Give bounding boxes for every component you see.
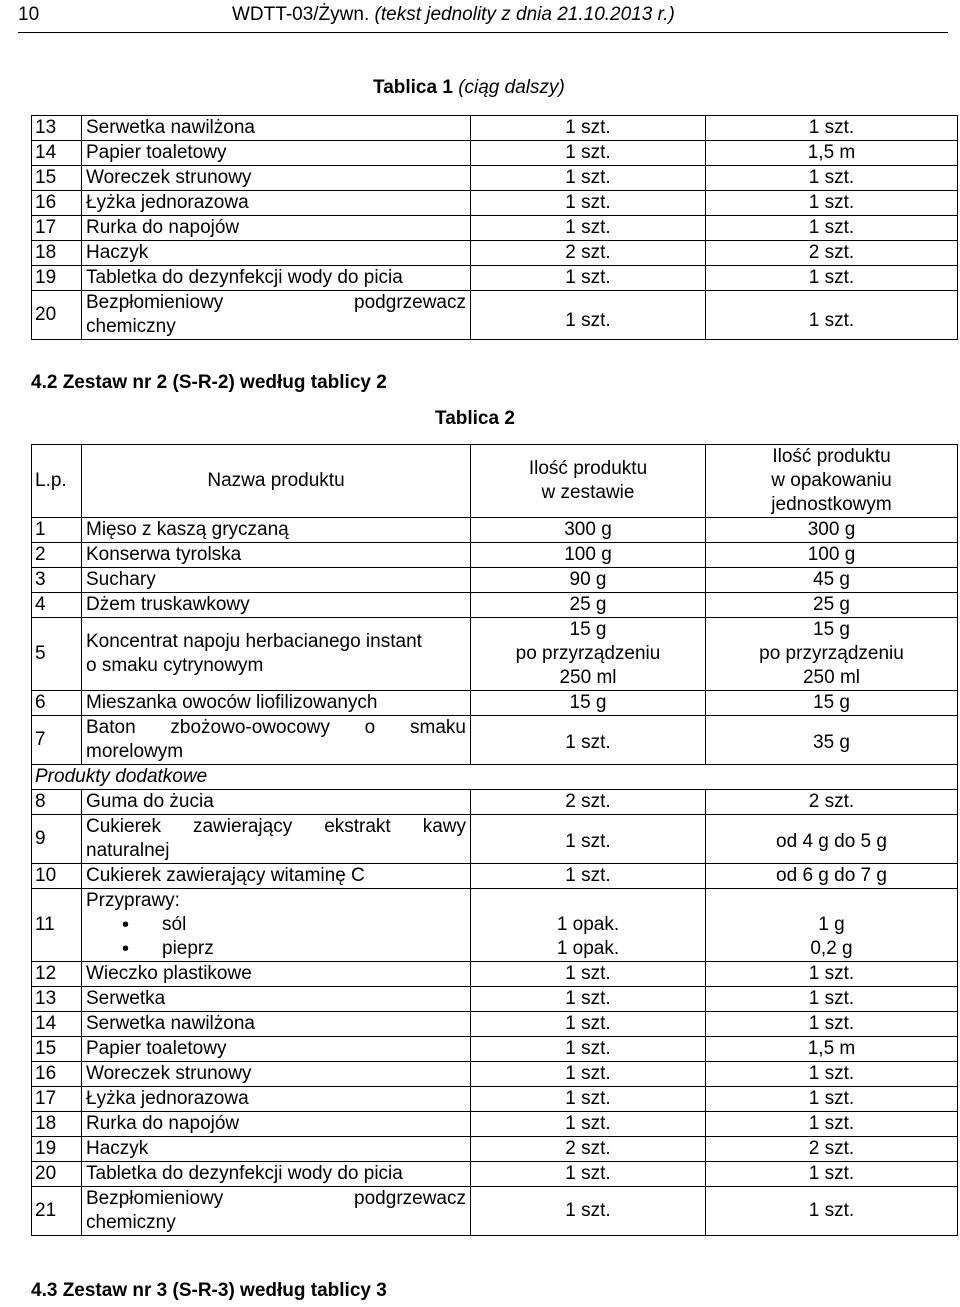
table-row bbox=[32, 864, 958, 889]
table-row bbox=[32, 141, 958, 166]
qty-pack-cell: 1 g 0,2 g bbox=[706, 889, 958, 962]
name-cell: Serwetka nawilżona bbox=[82, 116, 471, 141]
name-cell: Bezpłomieniowy podgrzewacz chemiczny bbox=[82, 291, 471, 340]
additional-products-label: Produkty dodatkowe bbox=[32, 765, 958, 790]
lp-cell: 8 bbox=[32, 790, 82, 815]
lp-cell: 11 bbox=[32, 889, 82, 962]
qty-set-cell: 25 g bbox=[471, 593, 706, 618]
qty-pack-cell: 1 szt. bbox=[706, 291, 958, 340]
header-name: Nazwa produktu bbox=[82, 445, 471, 518]
table-row bbox=[32, 291, 958, 340]
qty-set-cell: 15 g po przyrządzeniu 250 ml bbox=[471, 618, 706, 691]
qty-pack-cell: 1 szt. bbox=[706, 1087, 958, 1112]
lp-cell: 16 bbox=[32, 1062, 82, 1087]
table2-body-a bbox=[32, 518, 958, 618]
lp-cell: 21 bbox=[32, 1187, 82, 1236]
qty-pack-cell: 1 szt. bbox=[706, 266, 958, 291]
list-item: • sól bbox=[86, 913, 466, 937]
qty-set-cell: 1 szt. bbox=[471, 116, 706, 141]
qty-pack-cell: 1 szt. bbox=[706, 116, 958, 141]
qty-set-cell: 1 szt. bbox=[471, 166, 706, 191]
qty-set-cell: 1 szt. bbox=[471, 1112, 706, 1137]
lp-cell: 15 bbox=[32, 166, 82, 191]
table-row bbox=[32, 266, 958, 291]
qty-pack-cell: 45 g bbox=[706, 568, 958, 593]
name-cell: Haczyk bbox=[82, 1137, 471, 1162]
name-cell: Woreczek strunowy bbox=[82, 1062, 471, 1087]
table-row bbox=[32, 765, 958, 790]
table-row bbox=[32, 116, 958, 141]
lp-cell: 2 bbox=[32, 543, 82, 568]
table1-caption: Tablica 1 (ciąg dalszy) bbox=[373, 77, 565, 98]
table-row bbox=[32, 593, 958, 618]
table-row bbox=[32, 1062, 958, 1087]
qty-pack-cell: od 6 g do 7 g bbox=[706, 864, 958, 889]
qty-set-cell: 1 szt. bbox=[471, 1012, 706, 1037]
qty-pack-cell: 2 szt. bbox=[706, 790, 958, 815]
table-row bbox=[32, 1037, 958, 1062]
qty-pack-cell: 1 szt. bbox=[706, 1062, 958, 1087]
table-header-row bbox=[32, 445, 958, 518]
table-row bbox=[32, 962, 958, 987]
table-row bbox=[32, 1112, 958, 1137]
section-4-2-heading: 4.2 Zestaw nr 2 (S-R-2) według tablicy 2 bbox=[31, 372, 387, 393]
table-row bbox=[32, 1087, 958, 1112]
list-item: • pieprz bbox=[86, 937, 466, 961]
name-cell: Baton zbożowo-owocowy o smaku morelowym bbox=[82, 716, 471, 765]
lp-cell: 18 bbox=[32, 1112, 82, 1137]
qty-set-cell: 2 szt. bbox=[471, 1137, 706, 1162]
qty-set-cell: 1 szt. bbox=[471, 216, 706, 241]
table-row bbox=[32, 216, 958, 241]
qty-pack-cell: od 4 g do 5 g bbox=[706, 815, 958, 864]
qty-set-cell: 1 szt. bbox=[471, 962, 706, 987]
lp-cell: 1 bbox=[32, 518, 82, 543]
page-header bbox=[18, 2, 948, 33]
name-cell: Haczyk bbox=[82, 241, 471, 266]
name-cell: Serwetka nawilżona bbox=[82, 1012, 471, 1037]
qty-pack-cell: 300 g bbox=[706, 518, 958, 543]
name-cell: Łyżka jednorazowa bbox=[82, 191, 471, 216]
table-row bbox=[32, 518, 958, 543]
qty-set-cell: 1 szt. bbox=[471, 266, 706, 291]
name-cell: Konserwa tyrolska bbox=[82, 543, 471, 568]
table-row bbox=[32, 241, 958, 266]
name-cell: Rurka do napojów bbox=[82, 1112, 471, 1137]
table2-body-b bbox=[32, 962, 958, 1187]
lp-cell: 14 bbox=[32, 141, 82, 166]
name-cell: Guma do żucia bbox=[82, 790, 471, 815]
qty-set-cell: 1 szt. bbox=[471, 815, 706, 864]
name-cell: Serwetka bbox=[82, 987, 471, 1012]
table-row bbox=[32, 1012, 958, 1037]
table2-caption: Tablica 2 bbox=[435, 408, 515, 429]
lp-cell: 10 bbox=[32, 864, 82, 889]
lp-cell: 17 bbox=[32, 1087, 82, 1112]
name-cell: Mieszanka owoców liofilizowanych bbox=[82, 691, 471, 716]
qty-pack-cell: 2 szt. bbox=[706, 1137, 958, 1162]
name-cell: Cukierek zawierający ekstrakt kawy naturalnej bbox=[82, 815, 471, 864]
qty-pack-cell: 1,5 m bbox=[706, 1037, 958, 1062]
name-cell: Mięso z kaszą gryczaną bbox=[82, 518, 471, 543]
qty-set-cell: 100 g bbox=[471, 543, 706, 568]
table-row bbox=[32, 815, 958, 864]
qty-pack-cell: 1,5 m bbox=[706, 141, 958, 166]
qty-pack-cell: 35 g bbox=[706, 716, 958, 765]
table-row bbox=[32, 543, 958, 568]
qty-set-cell: 1 szt. bbox=[471, 1187, 706, 1236]
table-row bbox=[32, 191, 958, 216]
page-number: 10 bbox=[18, 4, 40, 25]
qty-pack-cell: 1 szt. bbox=[706, 1012, 958, 1037]
table-row bbox=[32, 790, 958, 815]
lp-cell: 3 bbox=[32, 568, 82, 593]
section-4-3-heading: 4.3 Zestaw nr 3 (S-R-3) według tablicy 3 bbox=[31, 1280, 387, 1301]
lp-cell: 4 bbox=[32, 593, 82, 618]
table-row bbox=[32, 987, 958, 1012]
qty-set-cell: 300 g bbox=[471, 518, 706, 543]
lp-cell: 15 bbox=[32, 1037, 82, 1062]
qty-pack-cell: 1 szt. bbox=[706, 216, 958, 241]
qty-pack-cell: 1 szt. bbox=[706, 1112, 958, 1137]
qty-pack-cell: 100 g bbox=[706, 543, 958, 568]
qty-set-cell: 2 szt. bbox=[471, 790, 706, 815]
qty-pack-cell: 1 szt. bbox=[706, 1187, 958, 1236]
qty-set-cell: 1 szt. bbox=[471, 141, 706, 166]
qty-pack-cell: 1 szt. bbox=[706, 987, 958, 1012]
qty-set-cell: 1 szt. bbox=[471, 1087, 706, 1112]
lp-cell: 19 bbox=[32, 1137, 82, 1162]
qty-set-cell: 1 szt. bbox=[471, 987, 706, 1012]
qty-set-cell: 1 szt. bbox=[471, 716, 706, 765]
table-row bbox=[32, 691, 958, 716]
name-cell: Przyprawy: • sól • pieprz bbox=[82, 889, 471, 962]
lp-cell: 13 bbox=[32, 987, 82, 1012]
name-cell: Tabletka do dezynfekcji wody do picia bbox=[82, 1162, 471, 1187]
qty-set-cell: 1 szt. bbox=[471, 191, 706, 216]
qty-pack-cell: 1 szt. bbox=[706, 962, 958, 987]
table-row bbox=[32, 1187, 958, 1236]
qty-set-cell: 1 szt. bbox=[471, 1037, 706, 1062]
table-row bbox=[32, 1162, 958, 1187]
table1-body bbox=[32, 116, 958, 291]
qty-pack-cell: 15 g po przyrządzeniu 250 ml bbox=[706, 618, 958, 691]
name-cell: Suchary bbox=[82, 568, 471, 593]
name-cell: Tabletka do dezynfekcji wody do picia bbox=[82, 266, 471, 291]
name-cell: Koncentrat napoju herbacianego instant o smaku cytrynowym bbox=[82, 618, 471, 691]
spices-list bbox=[86, 913, 466, 961]
name-cell: Bezpłomieniowy podgrzewacz chemiczny bbox=[82, 1187, 471, 1236]
name-cell: Dżem truskawkowy bbox=[82, 593, 471, 618]
qty-set-cell: 2 szt. bbox=[471, 241, 706, 266]
lp-cell: 17 bbox=[32, 216, 82, 241]
document-id: WDTT-03/Żywn. (tekst jednolity z dnia 21.10.2013 r.) bbox=[232, 4, 675, 25]
qty-pack-cell: 1 szt. bbox=[706, 191, 958, 216]
lp-cell: 6 bbox=[32, 691, 82, 716]
lp-cell: 12 bbox=[32, 962, 82, 987]
qty-pack-cell: 25 g bbox=[706, 593, 958, 618]
lp-cell: 13 bbox=[32, 116, 82, 141]
lp-cell: 19 bbox=[32, 266, 82, 291]
lp-cell: 18 bbox=[32, 241, 82, 266]
table-row bbox=[32, 889, 958, 962]
qty-pack-cell: 1 szt. bbox=[706, 1162, 958, 1187]
qty-set-cell: 1 opak. 1 opak. bbox=[471, 889, 706, 962]
name-cell: Łyżka jednorazowa bbox=[82, 1087, 471, 1112]
qty-set-cell: 1 szt. bbox=[471, 291, 706, 340]
table-row bbox=[32, 166, 958, 191]
name-cell: Papier toaletowy bbox=[82, 1037, 471, 1062]
header-qty-pack: Ilość produktu w opakowaniu jednostkowym bbox=[706, 445, 958, 518]
qty-pack-cell: 15 g bbox=[706, 691, 958, 716]
table-row bbox=[32, 568, 958, 593]
qty-set-cell: 15 g bbox=[471, 691, 706, 716]
header-qty-set: Ilość produktu w zestawie bbox=[471, 445, 706, 518]
lp-cell: 7 bbox=[32, 716, 82, 765]
name-cell: Cukierek zawierający witaminę C bbox=[82, 864, 471, 889]
lp-cell: 20 bbox=[32, 1162, 82, 1187]
lp-cell: 14 bbox=[32, 1012, 82, 1037]
lp-cell: 9 bbox=[32, 815, 82, 864]
qty-pack-cell: 1 szt. bbox=[706, 166, 958, 191]
lp-cell: 16 bbox=[32, 191, 82, 216]
qty-set-cell: 1 szt. bbox=[471, 864, 706, 889]
qty-set-cell: 1 szt. bbox=[471, 1162, 706, 1187]
lp-cell: 5 bbox=[32, 618, 82, 691]
lp-cell: 20 bbox=[32, 291, 82, 340]
table2 bbox=[31, 444, 958, 1236]
table-row bbox=[32, 618, 958, 691]
header-lp: L.p. bbox=[32, 445, 82, 518]
name-cell: Rurka do napojów bbox=[82, 216, 471, 241]
name-cell: Papier toaletowy bbox=[82, 141, 471, 166]
qty-set-cell: 1 szt. bbox=[471, 1062, 706, 1087]
table-row bbox=[32, 1137, 958, 1162]
table1 bbox=[31, 115, 958, 340]
qty-set-cell: 90 g bbox=[471, 568, 706, 593]
name-cell: Woreczek strunowy bbox=[82, 166, 471, 191]
qty-pack-cell: 2 szt. bbox=[706, 241, 958, 266]
table-row bbox=[32, 716, 958, 765]
name-cell: Wieczko plastikowe bbox=[82, 962, 471, 987]
